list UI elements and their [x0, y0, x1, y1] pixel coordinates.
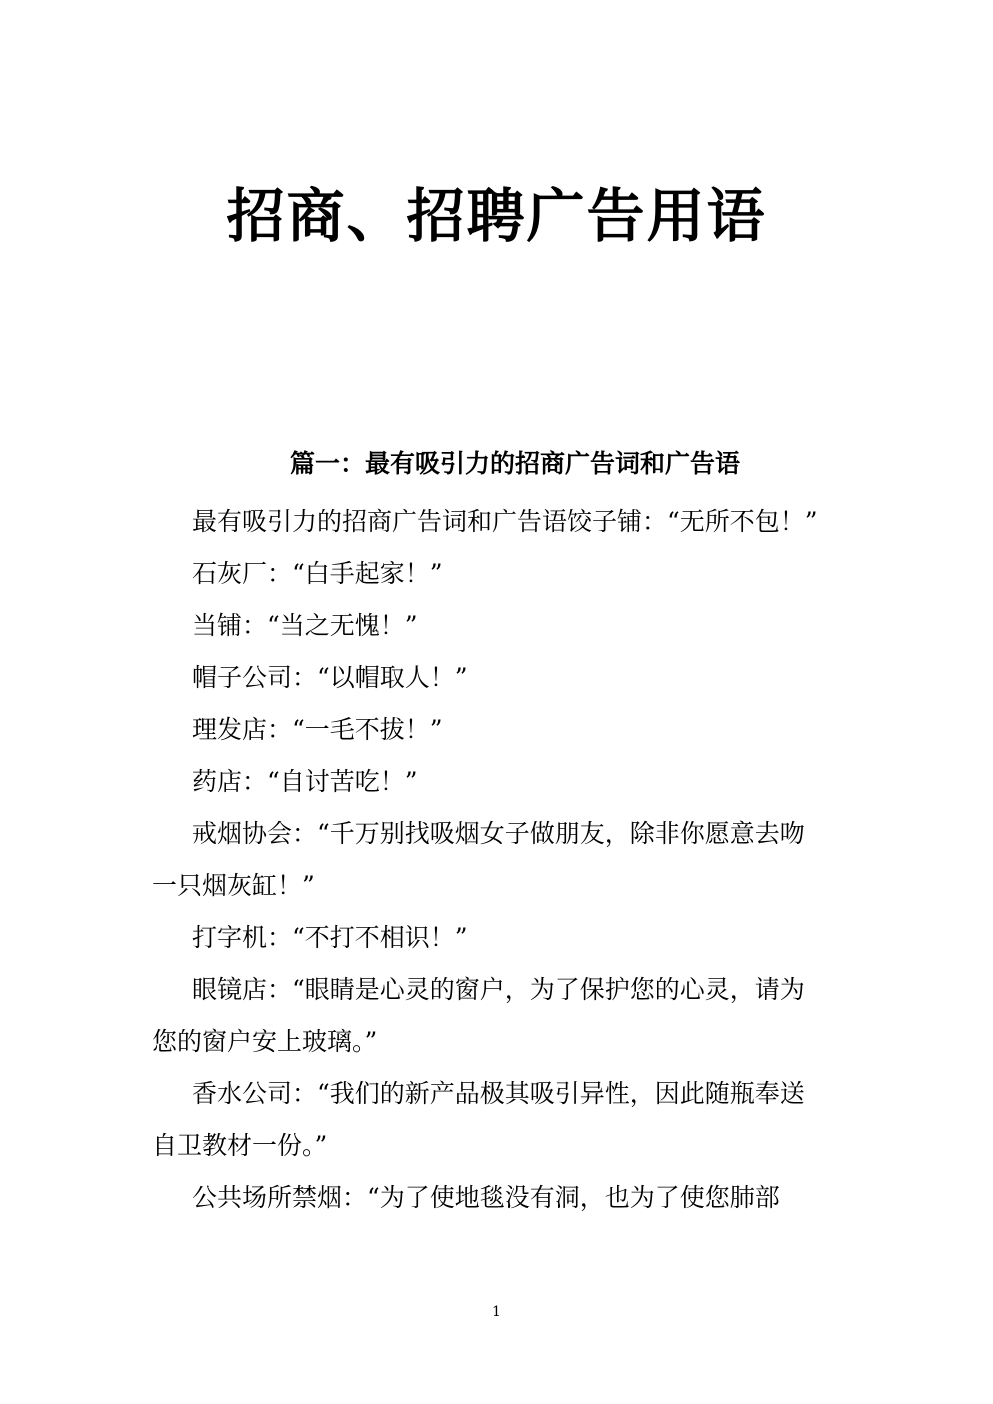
- document-title: 招商、招聘广告用语: [226, 182, 767, 250]
- paragraph-intro: 最有吸引力的招商广告词和广告语饺子铺：“无所不包！”: [192, 507, 818, 536]
- paragraph-anti-smoking: 戒烟协会：“千万别找吸烟女子做朋友，除非你愿意去吻一只烟灰缸！”: [152, 819, 805, 900]
- paragraph-optician: 眼镜店：“眼睛是心灵的窗户，为了保护您的心灵，请为您的窗户安上玻璃。”: [152, 975, 805, 1056]
- paragraph-pharmacy: 药店：“自讨苦吃！”: [192, 767, 418, 796]
- paragraph-pawnshop: 当铺：“当之无愧！”: [192, 611, 418, 640]
- paragraph-lime-factory: 石灰厂：“白手起家！”: [192, 559, 443, 588]
- document-body: [152, 496, 824, 1224]
- page-number: 1: [492, 1304, 501, 1320]
- paragraph-hat-company: 帽子公司：“以帽取人！”: [192, 663, 468, 692]
- section-heading: 篇一：最有吸引力的招商广告词和广告语: [290, 449, 741, 478]
- paragraph-perfume: 香水公司：“我们的新产品极其吸引异性，因此随瓶奉送自卫教材一份。”: [152, 1079, 805, 1160]
- paragraph-public-smoking-ban: 公共场所禁烟：“为了使地毯没有洞，也为了使您肺部: [192, 1183, 780, 1212]
- paragraph-typewriter: 打字机：“不打不相识！”: [192, 923, 468, 952]
- paragraph-barber-shop: 理发店：“一毛不拔！”: [192, 715, 443, 744]
